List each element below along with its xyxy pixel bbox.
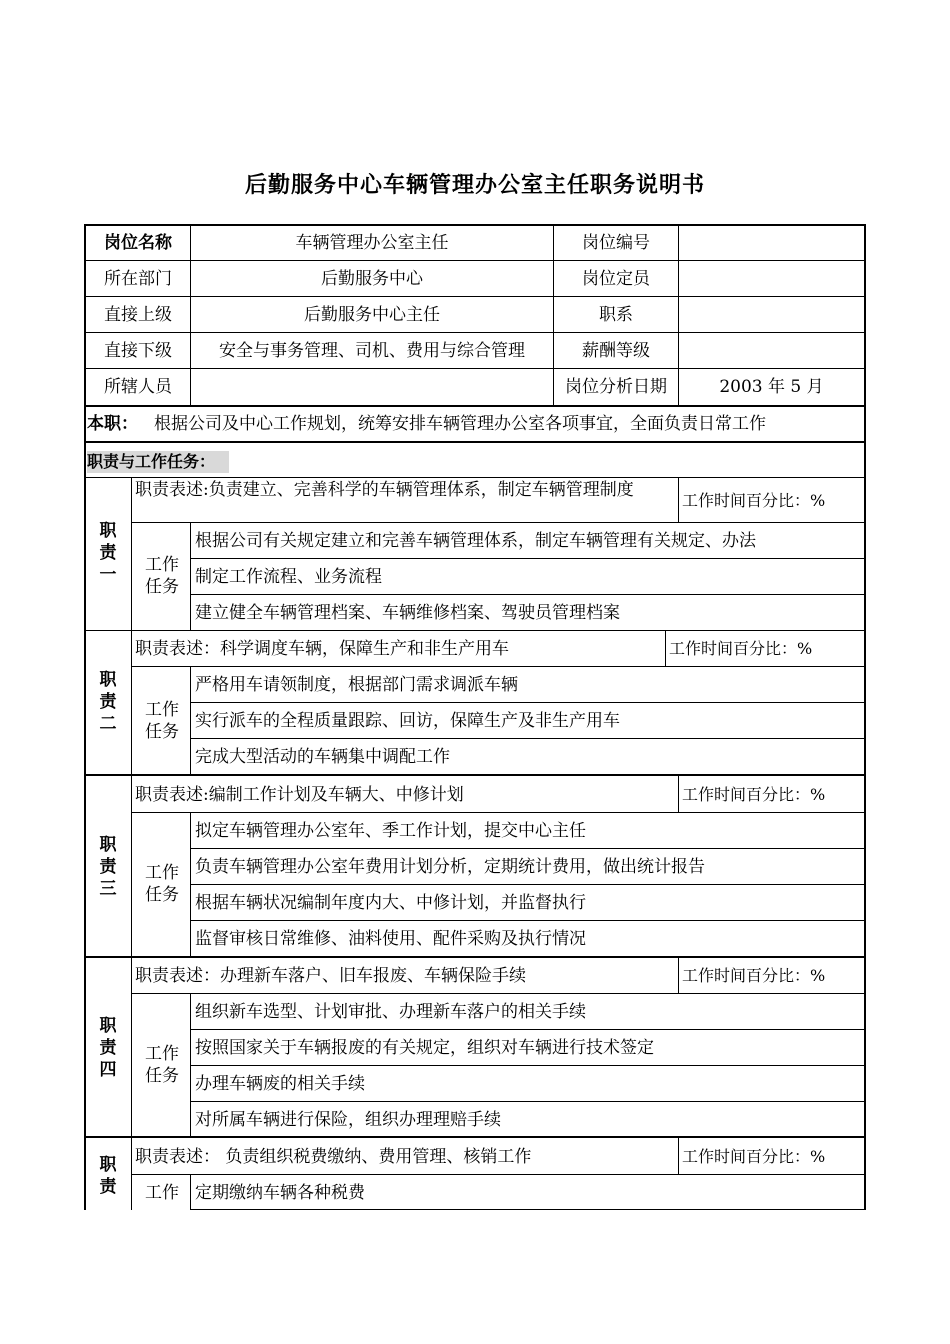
- duty-1-task-label: 工作 任务: [145, 555, 179, 597]
- superior-label: 直接上级: [104, 305, 172, 325]
- quota-label: 岗位定员: [582, 269, 650, 289]
- duty-3-task-2: 负责车辆管理办公室年费用计划分析，定期统计费用，做出统计报告: [195, 857, 705, 877]
- salary-label: 薪酬等级: [582, 341, 650, 361]
- duty-3-pct: 工作时间百分比：%: [682, 785, 826, 804]
- duty-4-pct: 工作时间百分比：%: [682, 966, 826, 985]
- subordinate-value: 安全与事务管理、司机、费用与综合管理: [219, 341, 525, 361]
- dept-label: 所在部门: [104, 269, 172, 289]
- duty-2-pct: 工作时间百分比：%: [669, 639, 813, 658]
- section-title: 职责与工作任务：: [87, 451, 229, 473]
- document-title: 后勤服务中心车辆管理办公室主任职务说明书: [244, 173, 705, 198]
- duty-1-task-2: 制定工作流程、业务流程: [195, 567, 382, 587]
- table-border-top: [84, 224, 866, 226]
- duty-3-task-1: 拟定车辆管理办公室年、季工作计划，提交中心主任: [195, 821, 586, 841]
- duty-1-name: 职 责 一: [99, 521, 117, 585]
- duty-2-name: 职 责 二: [99, 670, 117, 734]
- duty-2-task-1: 严格用车请领制度，根据部门需求调派车辆: [195, 675, 518, 695]
- job-description-table: [84, 224, 866, 1210]
- post-name-label: 岗位名称: [104, 233, 172, 253]
- superior-value: 后勤服务中心主任: [304, 305, 440, 325]
- duty-4-task-4: 对所属车辆进行保险，组织办理理赔手续: [195, 1110, 501, 1130]
- dept-value: 后勤服务中心: [321, 269, 423, 289]
- duty-5-pct: 工作时间百分比：%: [682, 1147, 826, 1166]
- table-border-right: [864, 224, 866, 1210]
- duty-5-desc: 职责表述： 负责组织税费缴纳、费用管理、核销工作: [135, 1147, 532, 1167]
- duty-2-task-label: 工作 任务: [145, 700, 179, 742]
- duty-4-name: 职 责 四: [99, 1016, 117, 1080]
- duty-1-task-3: 建立健全车辆管理档案、车辆维修档案、驾驶员管理档案: [195, 603, 620, 623]
- duty-main-text: 根据公司及中心工作规划，统筹安排车辆管理办公室各项事宜，全面负责日常工作: [154, 414, 766, 434]
- analysis-date-label: 岗位分析日期: [565, 377, 667, 397]
- duty-2-task-3: 完成大型活动的车辆集中调配工作: [195, 747, 450, 767]
- duty-5-name: 职 责: [99, 1155, 117, 1197]
- post-name-value: 车辆管理办公室主任: [295, 233, 449, 253]
- duty-3-task-label: 工作 任务: [145, 863, 179, 905]
- subordinate-label: 直接下级: [104, 341, 172, 361]
- duty-4-task-1: 组织新车选型、计划审批、办理新车落户的相关手续: [195, 1002, 586, 1022]
- duty-1-desc: 职责表述:负责建立、完善科学的车辆管理体系，制定车辆管理制度: [135, 480, 634, 500]
- duty-4-task-2: 按照国家关于车辆报废的有关规定，组织对车辆进行技术签定: [195, 1038, 654, 1058]
- duty-5-task-1: 定期缴纳车辆各种税费: [195, 1183, 365, 1203]
- duty-2-task-2: 实行派车的全程质量跟踪、回访，保障生产及非生产用车: [195, 711, 620, 731]
- duty-1-pct: 工作时间百分比：%: [682, 491, 826, 510]
- staff-label: 所辖人员: [104, 377, 172, 397]
- duty-4-task-label: 工作 任务: [145, 1044, 179, 1086]
- duty-main-label: 本职：: [87, 414, 138, 434]
- duty-4-desc: 职责表述：办理新车落户、旧车报废、车辆保险手续: [135, 966, 526, 986]
- duty-5-task-label: 工作: [145, 1183, 179, 1203]
- post-no-label: 岗位编号: [582, 233, 650, 253]
- series-label: 职系: [599, 305, 633, 325]
- duty-2-desc: 职责表述：科学调度车辆，保障生产和非生产用车: [135, 639, 509, 659]
- duty-3-desc: 职责表述:编制工作计划及车辆大、中修计划: [135, 785, 464, 805]
- analysis-date-value: 2003 年 5 月: [719, 377, 824, 397]
- duty-3-task-4: 监督审核日常维修、油料使用、配件采购及执行情况: [195, 929, 586, 949]
- duty-3-task-3: 根据车辆状况编制年度内大、中修计划，并监督执行: [195, 893, 586, 913]
- duty-4-task-3: 办理车辆废的相关手续: [195, 1074, 365, 1094]
- duty-1-task-1: 根据公司有关规定建立和完善车辆管理体系，制定车辆管理有关规定、办法: [195, 531, 756, 551]
- duty-3-name: 职 责 三: [99, 835, 117, 899]
